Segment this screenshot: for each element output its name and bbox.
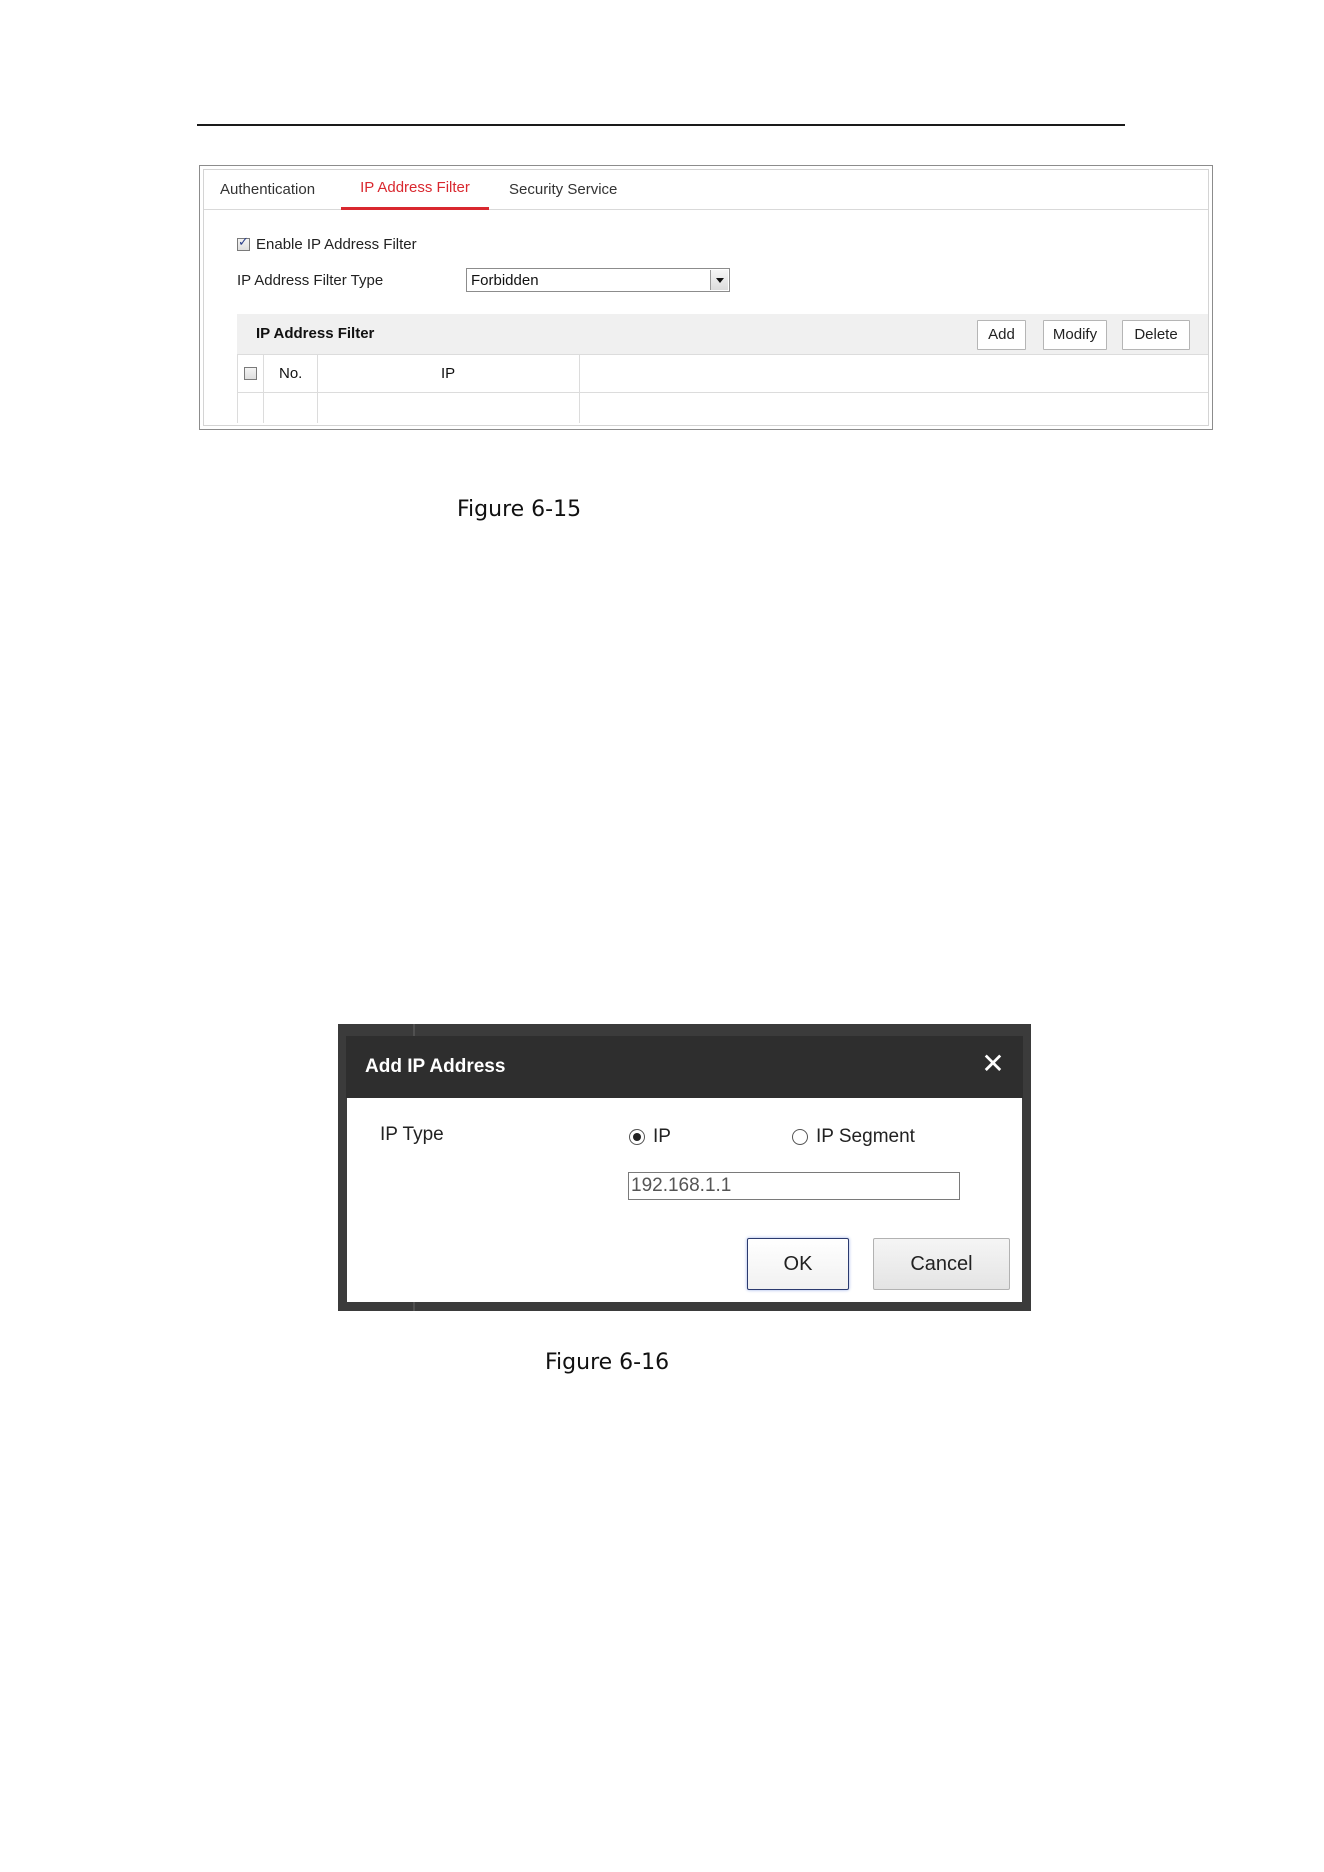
modify-button[interactable]: Modify	[1043, 320, 1107, 350]
add-button[interactable]: Add	[977, 320, 1026, 350]
ip-address-input[interactable]	[628, 1172, 960, 1200]
enable-filter-row	[237, 235, 417, 253]
ip-radio-label: IP	[653, 1126, 671, 1147]
dialog-title: Add IP Address	[365, 1056, 506, 1077]
select-all-checkbox[interactable]	[244, 367, 257, 380]
filter-type-select[interactable]	[466, 268, 730, 292]
radio-unselected-icon[interactable]	[792, 1129, 808, 1145]
page-header-rule	[197, 124, 1125, 126]
ip-filter-table	[237, 314, 1208, 423]
table-cell	[317, 393, 580, 423]
add-ip-dialog	[338, 1024, 1031, 1311]
dialog-title-bar	[346, 1036, 1023, 1098]
dialog-body	[347, 1098, 1022, 1302]
table-toolbar	[237, 314, 1208, 355]
enable-filter-label: Enable IP Address Filter	[256, 235, 417, 253]
blank-header-cell	[579, 355, 1208, 392]
background-divider	[413, 1302, 415, 1311]
tab-security-service[interactable]: Security Service	[509, 181, 618, 198]
filter-type-label: IP Address Filter Type	[237, 272, 384, 289]
enable-filter-checkbox[interactable]	[237, 238, 250, 251]
figure-caption: Figure 6-16	[545, 1350, 670, 1375]
filter-type-value: Forbidden	[471, 272, 539, 289]
ip-segment-radio-label: IP Segment	[816, 1126, 915, 1147]
figure-caption: Figure 6-15	[457, 497, 582, 522]
delete-button[interactable]: Delete	[1122, 320, 1190, 350]
column-header-no: No.	[279, 365, 303, 382]
radio-selected-icon[interactable]	[629, 1129, 645, 1145]
settings-tabs	[204, 170, 1208, 210]
background-divider	[413, 1024, 415, 1036]
panel-content	[203, 169, 1209, 426]
ip-segment-radio[interactable]	[792, 1126, 915, 1148]
ip-type-label: IP Type	[380, 1124, 444, 1145]
table-row	[237, 393, 1208, 423]
table-header-row	[237, 355, 1208, 393]
ip-radio[interactable]	[629, 1126, 671, 1148]
tab-authentication[interactable]: Authentication	[220, 181, 316, 198]
ok-button[interactable]: OK	[747, 1238, 849, 1290]
tab-ip-address-filter[interactable]: IP Address Filter	[341, 170, 489, 209]
table-title: IP Address Filter	[256, 325, 375, 342]
table-cell	[263, 393, 318, 423]
column-header-ip: IP	[441, 365, 456, 382]
ip-filter-settings-panel	[199, 165, 1213, 430]
table-cell	[579, 393, 1208, 423]
chevron-down-icon[interactable]	[710, 270, 728, 290]
filter-type-row	[237, 268, 717, 294]
close-icon[interactable]: ✕	[981, 1047, 1005, 1080]
select-all-cell	[237, 355, 264, 392]
cancel-button[interactable]: Cancel	[873, 1238, 1010, 1290]
table-cell	[237, 393, 264, 423]
